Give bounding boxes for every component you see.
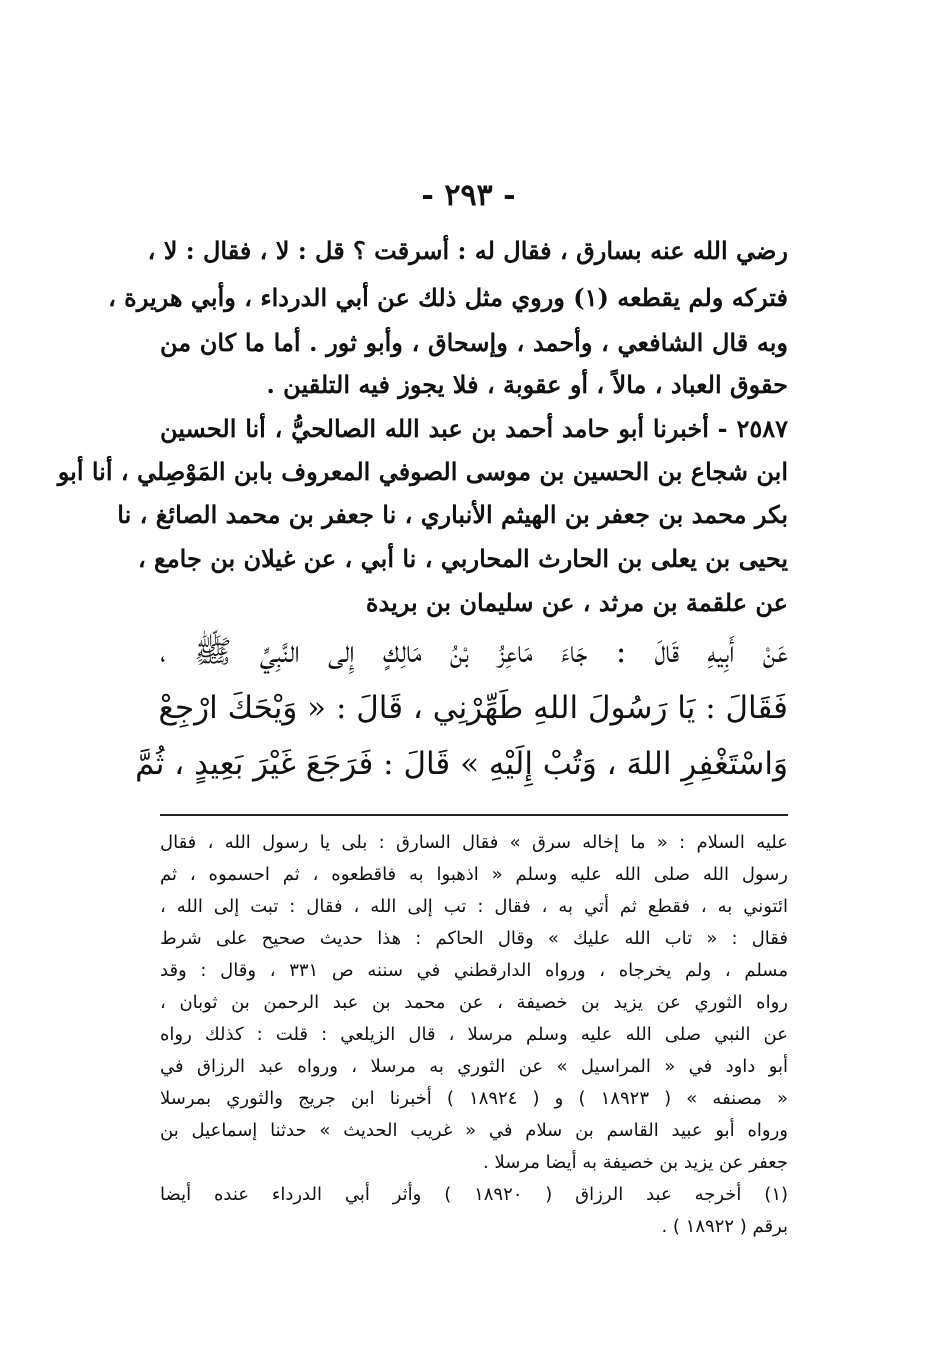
page-number: - ٢٩٣ - [421, 178, 516, 213]
footnote-line: عليه السلام : « ما إخاله سرق » فقال السارق : بلى يا رسول الله ، فقال [160, 832, 788, 853]
main-line: عن علقمة بن مرثد ، عن سليمان بن بريدة [365, 588, 788, 617]
main-line: ابن شجاع بن الحسين بن موسى الصوفي المعروف بابن المَوْصِلي ، أنا أبو [57, 457, 788, 486]
main-line: حقوق العباد ، مالاً ، أو عقوبة ، فلا يجوز فيه التلقين . [266, 370, 788, 399]
footnote-line: ائتوني به ، فقطع ثم أتي به ، فقال : تب إلى الله ، فقال : تبت إلى الله ، [160, 896, 788, 917]
footnote-line: « مصنفه » ( ١٨٩٢٣ ) و ( ١٨٩٢٤ ) أخبرنا ابن جريج والثوري بمرسلا [160, 1088, 789, 1109]
hadith-text-line: فَقَالَ : يَا رَسُولَ اللهِ طَهِّرْنِي ، قَالَ : « وَيْحَكَ ارْجِعْ [158, 690, 788, 726]
footnote-line: فقال : « تاب الله عليك » وقال الحاكم : هذا حديث صحيح على شرط [160, 928, 788, 949]
main-line: بكر محمد بن جعفر بن الهيثم الأنباري ، نا جعفر بن محمد الصائغ ، نا [117, 500, 788, 529]
footnote-line: مسلم ، ولم يخرجاه ، ورواه الدارقطني في سننه ص ٣٣١ ، وقال : وقد [160, 960, 788, 981]
main-line: فتركه ولم يقطعه (١) وروي مثل ذلك عن أبي الدرداء ، وأبي هريرة ، [108, 283, 788, 312]
main-line: وبه قال الشافعي ، وأحمد ، وإسحاق ، وأبو ثور . أما ما كان من [160, 328, 788, 357]
footnote-line: رسول الله صلى الله عليه وسلم « اذهبوا به فاقطعوه ، ثم احسموه ، ثم [160, 864, 788, 885]
footnote-line: (١) أخرجه عبد الرزاق ( ١٨٩٢٠ ) وأثر أبي الدرداء عنده أيضا [160, 1184, 789, 1205]
footnote-line: برقم ( ١٨٩٢٢ ) . [661, 1216, 788, 1237]
footnote-line: أبو داود في « المراسيل » عن الثوري به مرسلا ، ورواه عبد الرزاق في [160, 1056, 788, 1077]
main-line: يحيى بن يعلى بن الحارث المحاربي ، نا أبي ، عن غيلان بن جامع ، [137, 544, 788, 573]
footnote-line: جعفر عن يزيد بن خصيفة به أيضا مرسلا . [483, 1152, 788, 1173]
footnotes [57, 0, 789, 1366]
footnote-line: عن النبي صلى الله عليه وسلم مرسلا ، قال الزيلعي : قلت : كذلك رواه [160, 1024, 788, 1045]
main-line: رضي الله عنه بسارق ، فقال له : أسرقت ؟ قل : لا ، فقال : لا ، [147, 236, 788, 265]
footnote-line: رواه الثوري عن يزيد بن خصيفة ، عن محمد بن عبد الرحمن بن ثوبان ، [160, 992, 788, 1013]
hadith-text-line: عَنْ أَبِيهِ قَالَ : جَاءَ مَاعِزُ بْنُ مَالِكٍ إِلى النَّبِيِّ ﷺ ، [160, 634, 788, 670]
hadith-number-line: ٢٥٨٧ - أخبرنا أبو حامد أحمد بن عبد الله الصالحيُّ ، أنا الحسين [160, 414, 788, 443]
hadith-text-line: وَاسْتَغْفِرِ اللهَ ، وَتُبْ إِلَيْهِ » قَالَ : فَرَجَعَ غَيْرَ بَعِيدٍ ، ثُمَّ [135, 746, 788, 782]
footnote-line: ورواه أبو عبيد القاسم بن سلام في « غريب الحديث » حدثنا إسماعيل بن [160, 1120, 788, 1141]
